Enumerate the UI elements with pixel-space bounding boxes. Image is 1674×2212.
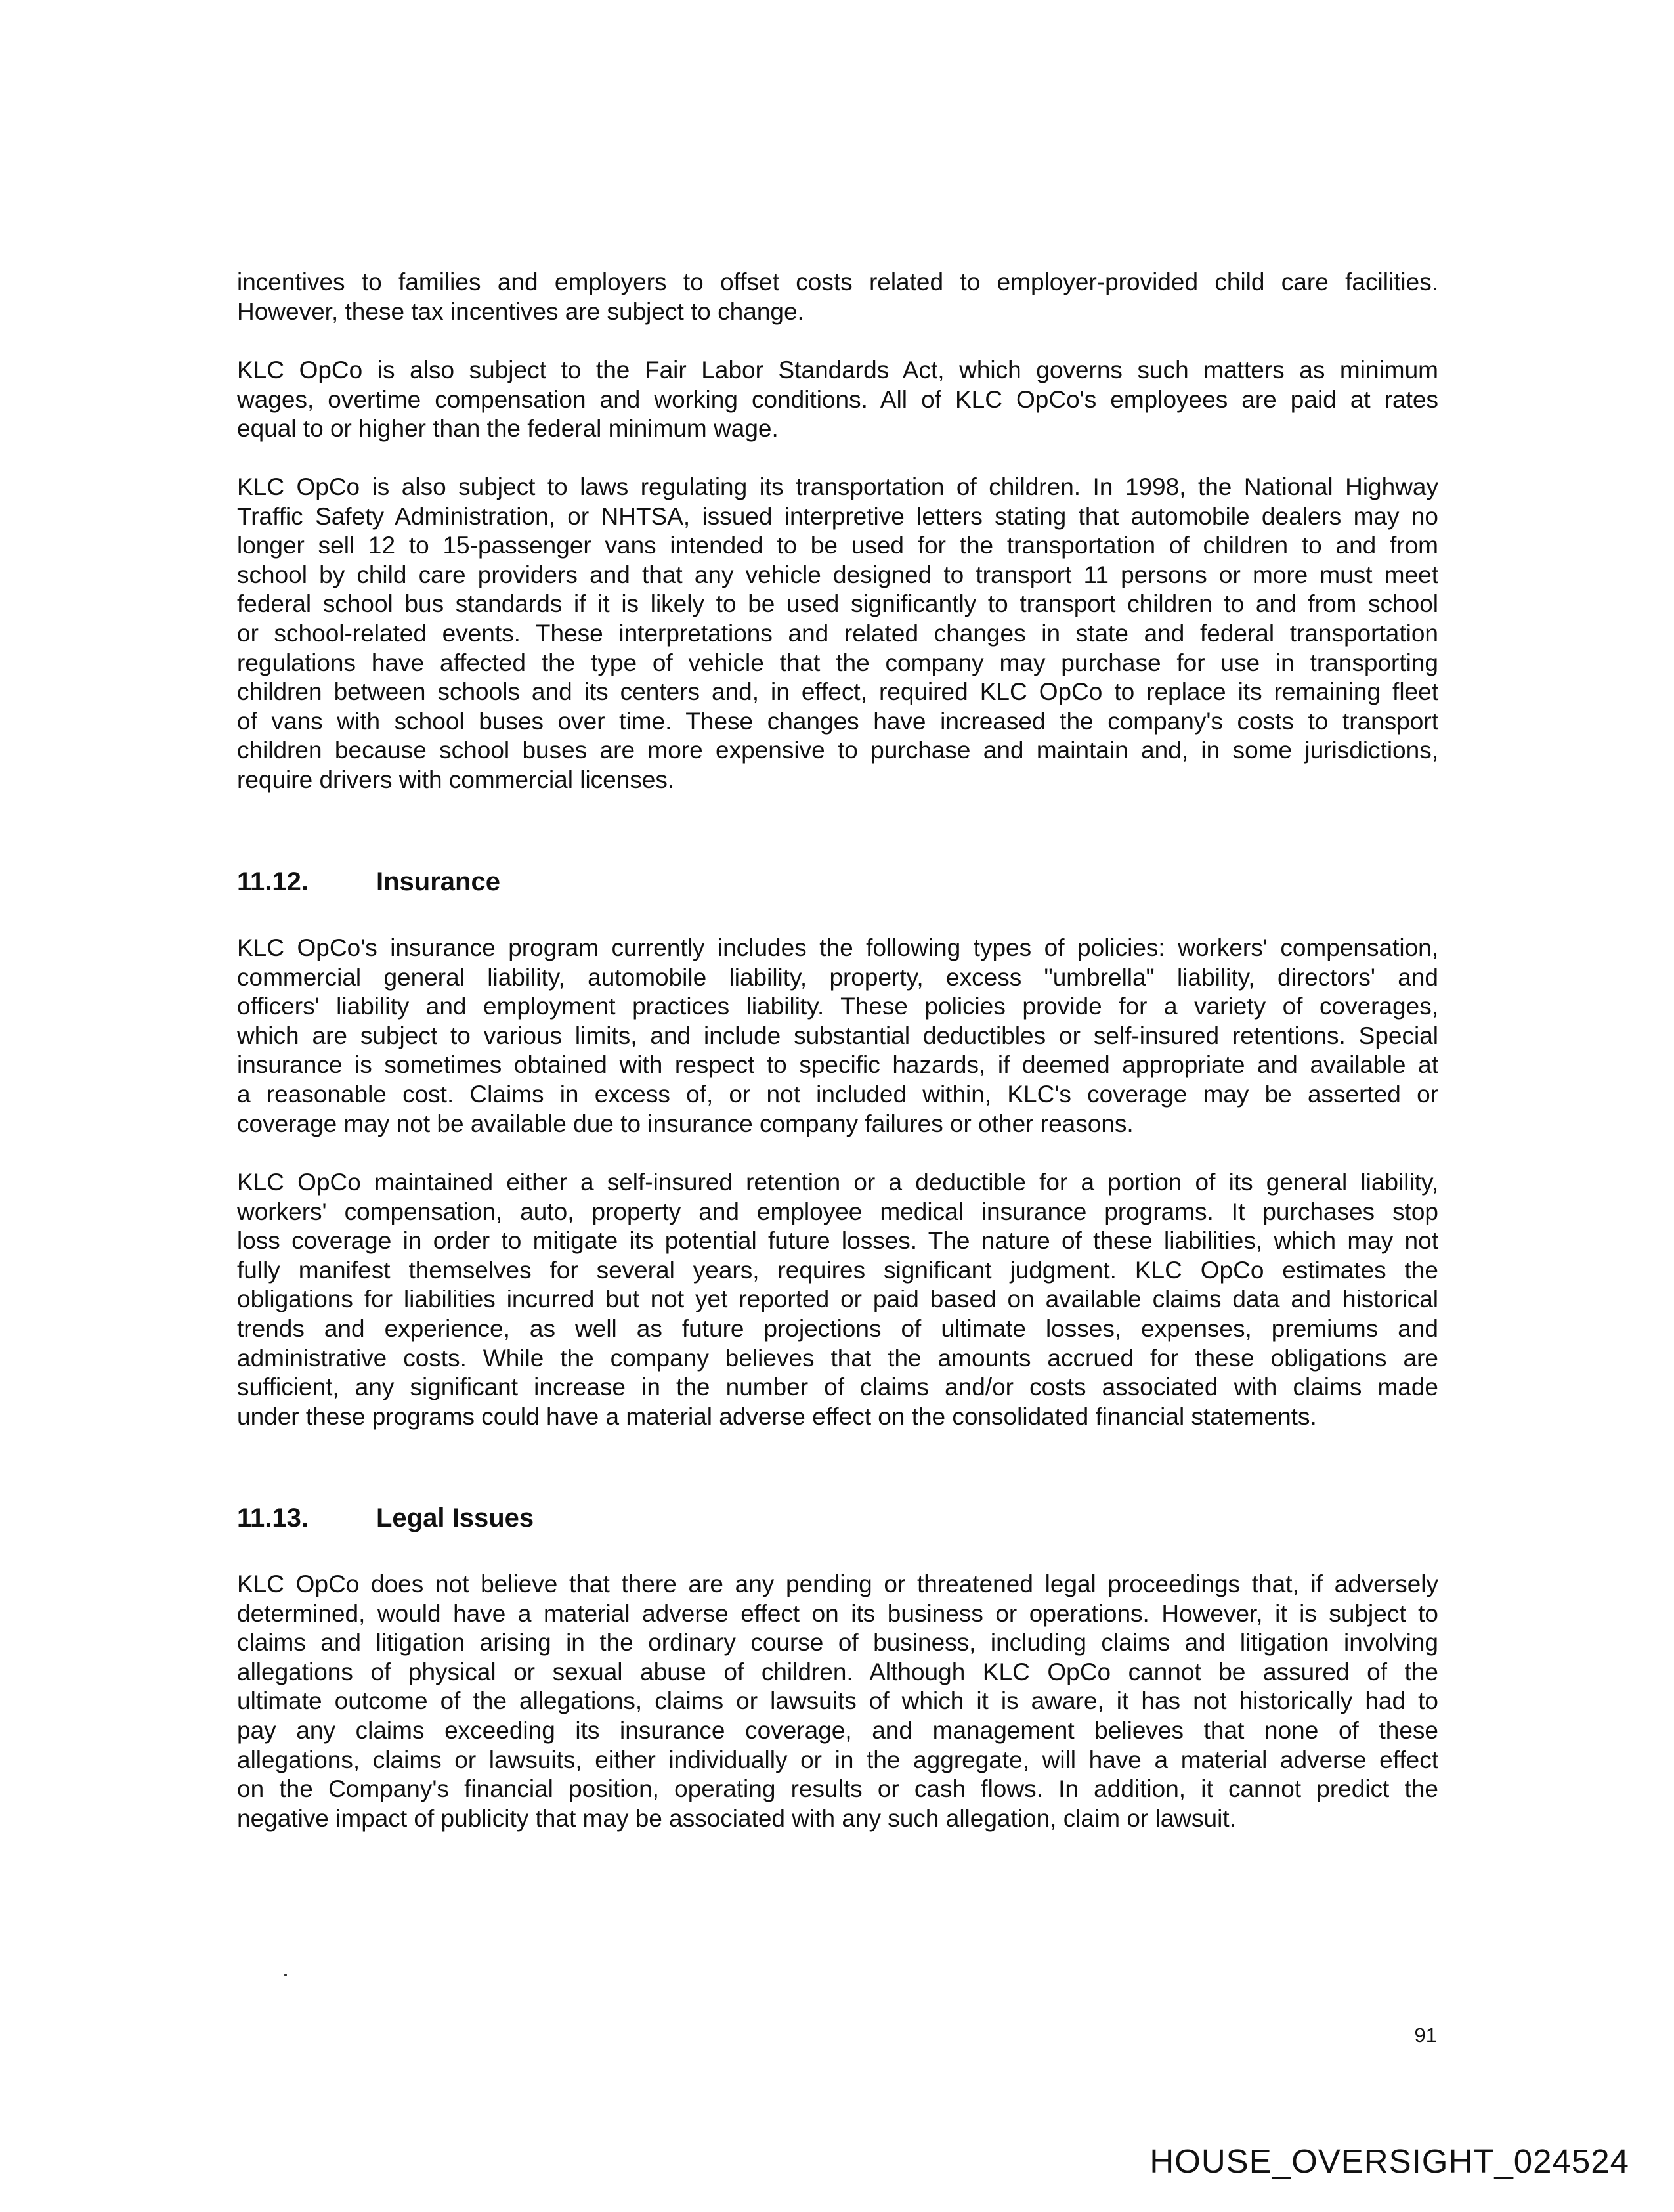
text-line: trends and experience, as well as future projections of ultimate losses, expenses, premiums and [237,1314,1438,1342]
text-line: coverage may not be available due to insurance company failures or other reasons. [237,1110,1134,1137]
text-line: incentives to families and employers to offset costs related to employer-provided child care facilities. [237,269,1438,295]
paragraph-insurance-program [237,934,1438,1139]
text-line: wages, overtime compensation and working conditions. All of KLC OpCo's employees are paid at rates [237,385,1438,413]
text-line: insurance is sometimes obtained with respect to specific hazards, if deemed appropriate and available at [237,1051,1438,1079]
text-line: federal school bus standards if it is likely to be used significantly to transport children to and from school [237,590,1438,618]
text-line: allegations, claims or lawsuits, either individually or in the aggregate, will have a material adverse effect [237,1746,1438,1773]
text-line: ultimate outcome of the allegations, claims or lawsuits of which it is aware, it has not historically had to [237,1687,1438,1715]
text-line: of vans with school buses over time. These changes have increased the company's costs to transport [237,707,1438,735]
text-line: workers' compensation, auto, property and employee medical insurance programs. It purchases stop [237,1198,1438,1225]
text-line: However, these tax incentives are subject to change. [237,297,804,325]
paragraph-legal-proceedings [237,1570,1438,1833]
section-title: Insurance [376,867,500,896]
section-heading-legal-issues [237,1503,534,1533]
section-title: Legal Issues [376,1504,534,1532]
paragraph-fair-labor [237,356,1438,444]
text-line: obligations for liabilities incurred but not yet reported or paid based on available claims data and historical [237,1286,1438,1313]
page-number: 91 [1414,2024,1437,2047]
text-line: administrative costs. While the company believes that the amounts accrued for these obligations are [237,1344,1438,1372]
text-line: children because school buses are more expensive to purchase and maintain and, in some jurisdictions, [237,737,1438,764]
text-line: allegations of physical or sexual abuse of children. Although KLC OpCo cannot be assured of the [237,1658,1438,1685]
section-number: 11.12. [237,867,309,896]
text-line: under these programs could have a material adverse effect on the consolidated financial statements. [237,1402,1317,1430]
text-line: longer sell 12 to 15-passenger vans intended to be used for the transportation of children to and from [237,532,1438,559]
text-line: fully manifest themselves for several years, requires significant judgment. KLC OpCo estimates the [237,1256,1438,1284]
text-line: KLC OpCo maintained either a self-insured retention or a deductible for a portion of its general liability, [237,1169,1438,1196]
text-line: claims and litigation arising in the ordinary course of business, including claims and litigation involving [237,1629,1438,1657]
text-line: negative impact of publicity that may be associated with any such allegation, claim or lawsuit. [237,1804,1236,1832]
text-line: sufficient, any significant increase in the number of claims and/or costs associated with claims made [237,1374,1438,1401]
text-line: KLC OpCo does not believe that there are any pending or threatened legal proceedings that, if adversely [237,1571,1438,1597]
text-line: commercial general liability, automobile liability, property, excess "umbrella" liability, directors' and [237,963,1438,991]
text-line: children between schools and its centers and, in effect, required KLC OpCo to replace its remaining fleet [237,678,1438,706]
text-line: KLC OpCo is also subject to the Fair Labor Standards Act, which governs such matters as minimum [237,357,1438,383]
text-line: require drivers with commercial licenses. [237,766,675,793]
section-number: 11.13. [237,1504,309,1532]
section-heading-insurance [237,867,500,897]
text-line: which are subject to various limits, and include substantial deductibles or self-insured retentions. Special [237,1022,1438,1049]
stray-mark [284,1974,287,1976]
text-line: a reasonable cost. Claims in excess of, or not included within, KLC's coverage may be asserted or [237,1080,1438,1108]
text-line: KLC OpCo's insurance program currently includes the following types of policies: workers' compensation, [237,934,1438,961]
text-line: pay any claims exceeding its insurance coverage, and management believes that none of these [237,1716,1438,1744]
text-line: officers' liability and employment practices liability. These policies provide for a variety of coverages, [237,993,1438,1020]
text-line: determined, would have a material adverse effect on its business or operations. However, it is subject to [237,1599,1438,1627]
text-line: school by child care providers and that any vehicle designed to transport 11 persons or more must meet [237,561,1438,588]
text-line: loss coverage in order to mitigate its potential future losses. The nature of these liabilities, which may not [237,1227,1438,1255]
paragraph-self-insured [237,1168,1438,1431]
paragraph-transportation [237,473,1438,795]
text-line: regulations have affected the type of vehicle that the company may purchase for use in transporting [237,649,1438,676]
text-line: Traffic Safety Administration, or NHTSA, issued interpretive letters stating that automobile dealers may no [237,502,1438,530]
document-id-footer: HOUSE_OVERSIGHT_024524 [1149,2142,1629,2180]
text-line: equal to or higher than the federal minimum wage. [237,415,779,443]
text-line: KLC OpCo is also subject to laws regulating its transportation of children. In 1998, the National Highway [237,473,1438,500]
text-line: or school-related events. These interpretations and related changes in state and federal transportation [237,619,1438,647]
text-line: on the Company's financial position, operating results or cash flows. In addition, it cannot predict the [237,1775,1438,1803]
paragraph-child-care-tax [237,268,1438,326]
